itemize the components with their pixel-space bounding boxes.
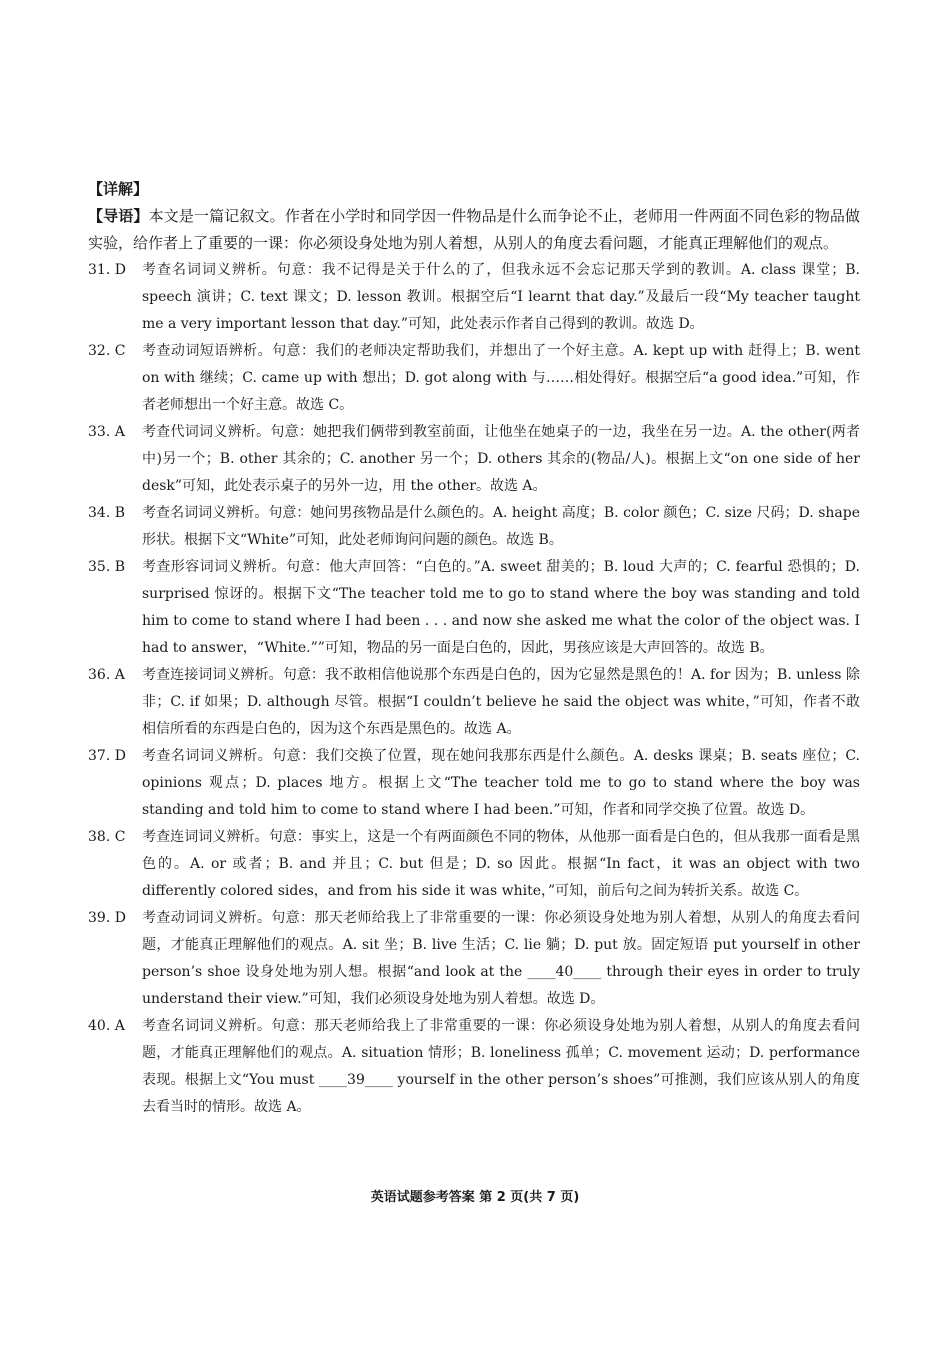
question-39	[88, 905, 860, 1013]
question-explanation: 考查名词词义辨析。句意：我们交换了位置，现在她问我那东西是什么颜色。A. desks 课桌；B. seats 座位；C. opinions 观点；D. places 地方。根据上文“The teacher told me to go to stand where the boy was standing and told him to come to stand where I had been.”可知，作者和同学交换了位置。故选 D。	[142, 748, 860, 818]
page-footer: 英语试题参考答案 第 2 页(共 7 页)	[370, 1190, 580, 1205]
question-32	[88, 338, 860, 419]
intro-tag: 【导语】	[88, 207, 149, 225]
question-33	[88, 419, 860, 500]
question-number: 38. C	[88, 829, 126, 845]
question-number: 36. A	[88, 667, 125, 683]
question-number: 35. B	[88, 559, 126, 575]
question-explanation: 考查动词词义辨析。句意：那天老师给我上了非常重要的一课：你必须设身处地为别人着想，从别人的角度去看问题，才能真正理解他们的观点。A. sit 坐；B. live 生活；C. lie 躺；D. put 放。固定短语 put yourself in other person’s shoe 设身处地为别人想。根据“and look at the ____40____ through their eyes in order to truly understand their view.”可知，我们必须设身处地为别人着想。故选 D。	[142, 910, 860, 1007]
question-explanation: 考查连词词义辨析。句意：事实上，这是一个有两面颜色不同的物体，从他那一面看是白色的，但从我那一面看是黑色的。A. or 或者；B. and 并且；C. but 但是；D. so 因此。根据“In fact，it was an object with two differently colored sides，and from his side it was white，”可知，前后句之间为转折关系。故选 C。	[142, 829, 860, 899]
question-number: 33. A	[88, 424, 125, 440]
section-heading: 【详解】	[88, 180, 149, 198]
question-number: 32. C	[88, 343, 126, 359]
intro-text: 本文是一篇记叙文。作者在小学时和同学因一件物品是什么而争论不止，老师用一件两面不同色彩的物品做实验，给作者上了重要的一课：你必须设身处地为别人着想，从别人的角度去看问题，才能真正理解他们的观点。	[88, 207, 860, 252]
question-31	[88, 257, 860, 338]
question-34	[88, 500, 860, 554]
question-36	[88, 662, 860, 743]
question-number: 37. D	[88, 748, 126, 764]
question-explanation: 考查动词短语辨析。句意：我们的老师决定帮助我们，并想出了一个好主意。A. kept up with 赶得上；B. went on with 继续；C. came up with 想出；D. got along with 与……相处得好。根据空后“a good idea.”可知，作者老师想出一个好主意。故选 C。	[142, 343, 860, 413]
question-number: 40. A	[88, 1018, 125, 1034]
question-35	[88, 554, 860, 662]
question-38	[88, 824, 860, 905]
question-explanation: 考查名词词义辨析。句意：那天老师给我上了非常重要的一课：你必须设身处地为别人着想，从别人的角度去看问题，才能真正理解他们的观点。A. situation 情形；B. loneliness 孤单；C. movement 运动；D. performance 表现。根据上文“You must ____39____ yourself in the other person’s shoes”可推测，我们应该从别人的角度去看当时的情形。故选 A。	[142, 1018, 860, 1115]
question-explanation: 考查连接词词义辨析。句意：我不敢相信他说那个东西是白色的，因为它显然是黑色的！A. for 因为；B. unless 除非；C. if 如果；D. although 尽管。根据“I couldn’t believe he said the object was white，”可知，作者不敢相信所看的东西是白色的，因为这个东西是黑色的。故选 A。	[142, 667, 860, 737]
question-37	[88, 743, 860, 824]
question-number: 39. D	[88, 910, 126, 926]
question-number: 31. D	[88, 262, 126, 278]
question-explanation: 考查名词词义辨析。句意：她问男孩物品是什么颜色的。A. height 高度；B. color 颜色；C. size 尺码；D. shape 形状。根据下文“White”可知，此处老师询问问题的颜色。故选 B。	[142, 505, 860, 548]
answer-page	[88, 176, 860, 1121]
question-explanation: 考查名词词义辨析。句意：我不记得是关于什么的了，但我永远不会忘记那天学到的教训。A. class 课堂；B. speech 演讲；C. text 课文；D. lesson 教训。根据空后“I learnt that day.”及最后一段“My teacher taught me a very important lesson that day.”可知，此处表示作者自己得到的教训。故选 D。	[142, 262, 860, 332]
question-explanation: 考查形容词词义辨析。句意：他大声回答：“白色的。”A. sweet 甜美的；B. loud 大声的；C. fearful 恐惧的；D. surprised 惊讶的。根据下文“The teacher told me to go to stand where the boy was standing and told him to come to stand where I had been . . . and now she asked me what the color of the object was. I had to answer，“White.””可知，物品的另一面是白色的，因此，男孩应该是大声回答的。故选 B。	[142, 559, 860, 656]
question-number: 34. B	[88, 505, 126, 521]
intro-paragraph	[88, 203, 860, 257]
question-40	[88, 1013, 860, 1121]
question-explanation: 考查代词词义辨析。句意：她把我们俩带到教室前面，让他坐在她桌子的一边，我坐在另一边。A. the other(两者中)另一个；B. other 其余的；C. another 另一个；D. others 其余的(物品/人)。根据上文“on one side of her desk”可知，此处表示桌子的另外一边，用 the other。故选 A。	[142, 424, 860, 494]
